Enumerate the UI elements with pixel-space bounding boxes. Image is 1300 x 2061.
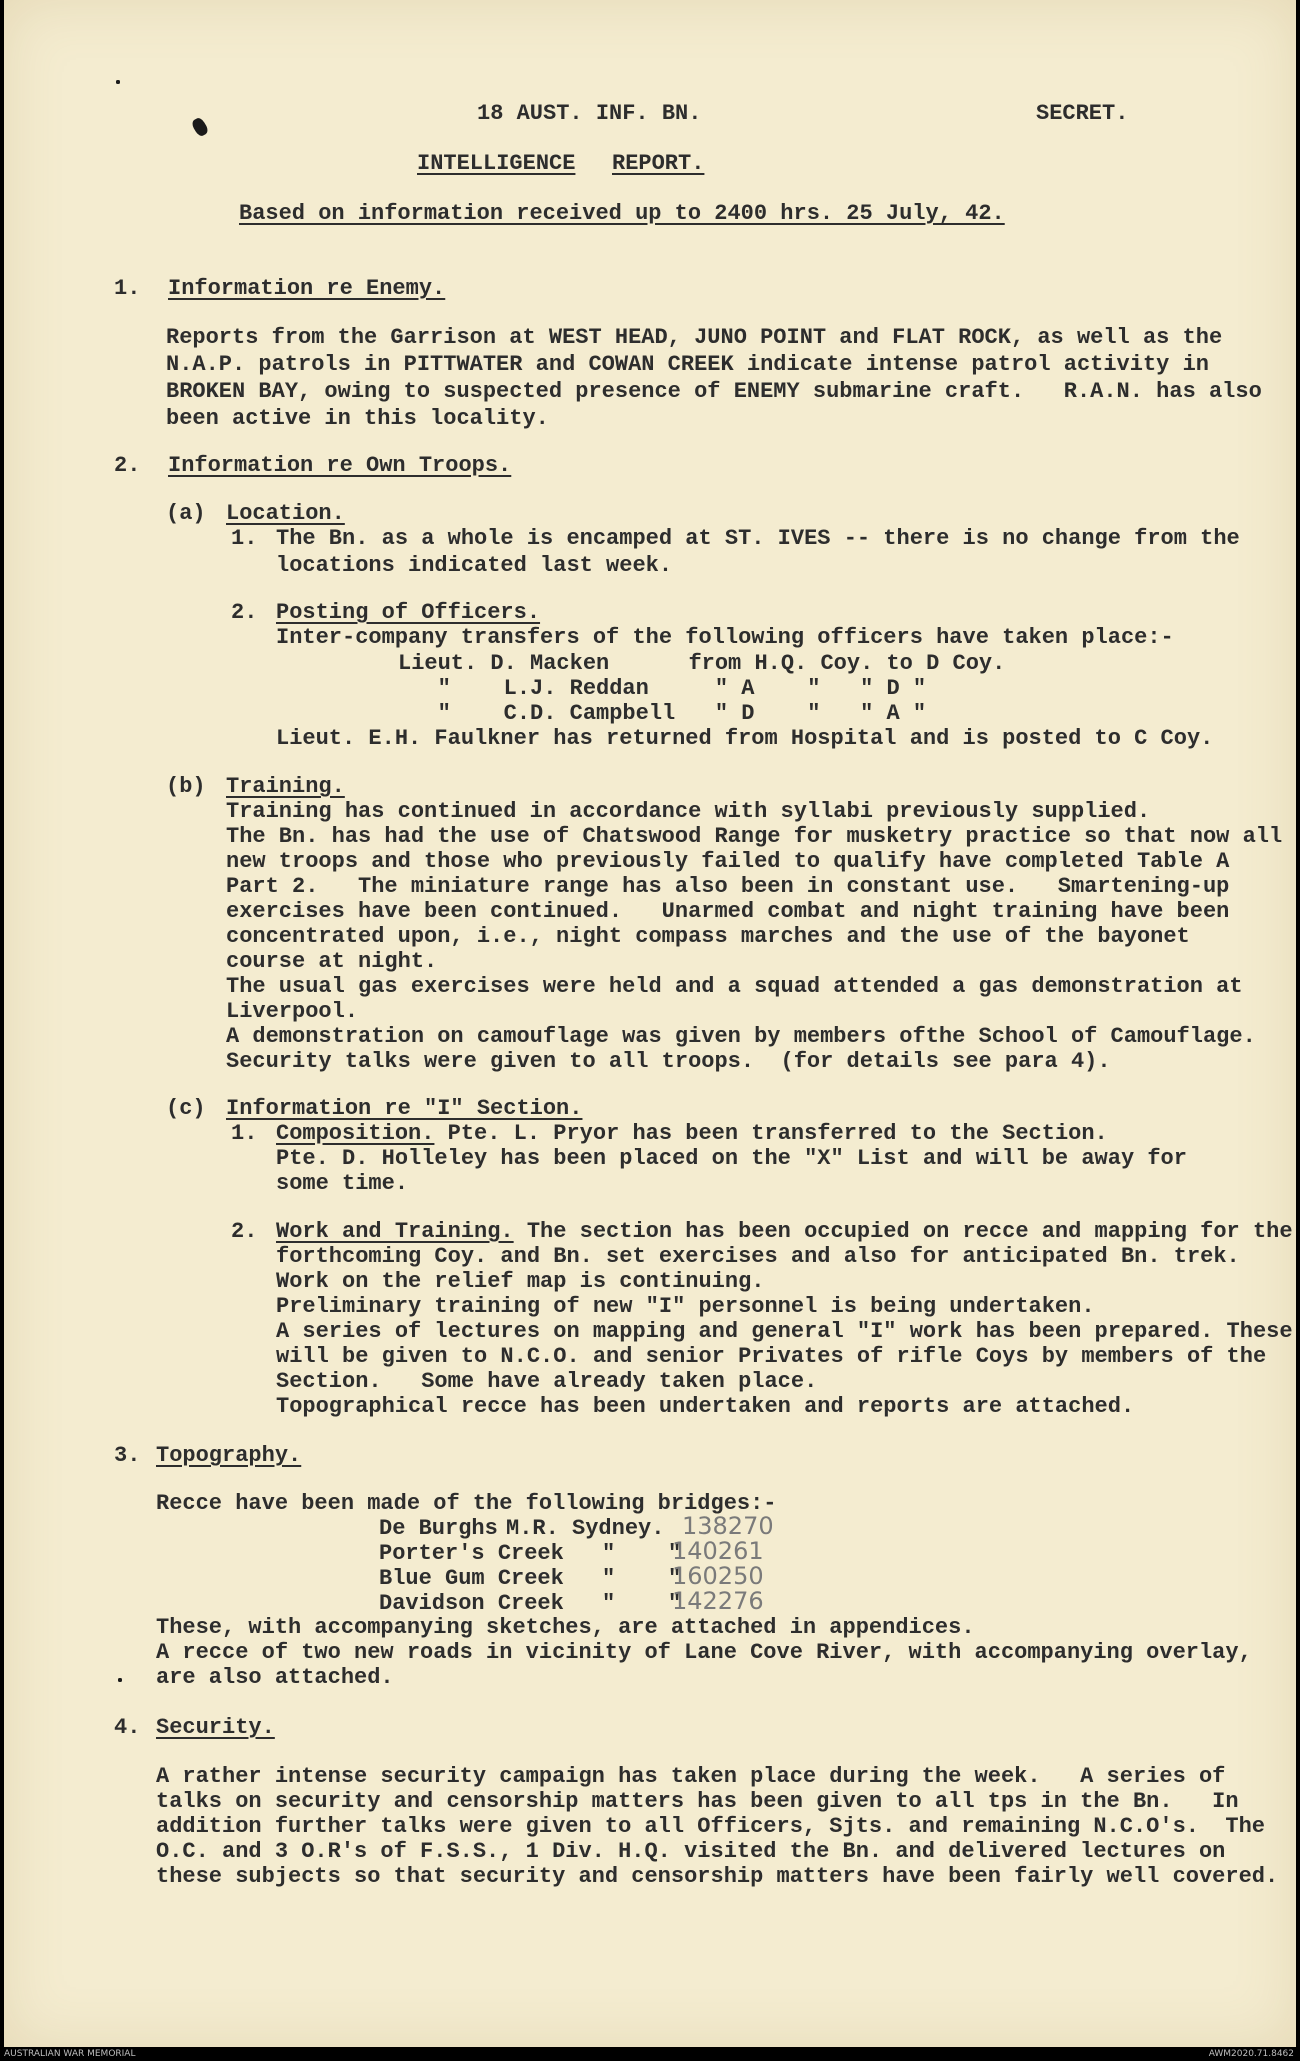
paragraph-line: exercises have been continued. Unarmed combat and night training have been — [226, 899, 1230, 924]
bridge-name: De Burghs — [379, 1516, 498, 1541]
paragraph-line: A rather intense security campaign has taken place during the week. A series of — [156, 1764, 1226, 1789]
paragraph-text: The section has been occupied on recce and mapping for the — [513, 1219, 1293, 1244]
paragraph-line: Part 2. The miniature range has also been in constant use. Smartening-up — [226, 874, 1230, 899]
item-number: 2. — [231, 1219, 258, 1244]
map-reference: " " — [602, 1566, 682, 1591]
paragraph-line: Reports from the Garrison at WEST HEAD, JUNO POINT and FLAT ROCK, as well as the — [166, 325, 1223, 350]
subsection-label: (a) — [166, 501, 206, 526]
paragraph-line: The usual gas exercises were held and a squad attended a gas demonstration at — [226, 974, 1243, 999]
paragraph-line: Recce have been made of the following bridges:- — [156, 1491, 777, 1516]
paragraph-line: Lieut. E.H. Faulkner has returned from Hospital and is posted to C Coy. — [276, 726, 1214, 751]
item-heading: Work and Training. — [276, 1219, 514, 1244]
bridge-name: Davidson Creek — [379, 1591, 564, 1616]
map-reference: " " — [602, 1541, 682, 1566]
archive-accession-number: AWM2020.71.8462 — [1208, 2049, 1294, 2059]
item-heading: Posting of Officers. — [276, 600, 541, 625]
paragraph-line: forthcoming Coy. and Bn. set exercises and also for anticipated Bn. trek. — [276, 1244, 1240, 1269]
paragraph-line: talks on security and censorship matters has been given to all tps in the Bn. In — [156, 1789, 1239, 1814]
composition-line — [276, 1120, 1108, 1147]
subsection-heading: Information re "I" Section. — [226, 1096, 583, 1121]
subsection-heading: Location. — [226, 501, 345, 526]
paragraph-line: Training has continued in accordance with syllabi previously supplied. — [226, 799, 1151, 824]
ink-blot — [190, 116, 209, 138]
paragraph-line: A demonstration on camouflage was given by members ofthe School of Camouflage. — [226, 1024, 1256, 1049]
paragraph-line: Section. Some have already taken place. — [276, 1369, 818, 1394]
paragraph-line: these subjects so that security and censorship matters have been fairly well covered. — [156, 1864, 1279, 1889]
paragraph-line: Liverpool. — [226, 999, 359, 1024]
bridge-name: Porter's Creek — [379, 1541, 564, 1566]
section-number: 4. — [114, 1715, 141, 1740]
paragraph-line: Work on the relief map is continuing. — [276, 1269, 765, 1294]
paragraph-line: Topographical recce has been undertaken and reports are attached. — [276, 1394, 1135, 1419]
ink-speck — [116, 80, 120, 84]
unit-name: 18 AUST. INF. BN. — [477, 101, 702, 126]
paragraph-line: some time. — [276, 1171, 409, 1196]
report-title-part-2: REPORT. — [612, 151, 705, 176]
paragraph-text: Pte. L. Pryor has been transferred to the Section. — [434, 1121, 1108, 1146]
paragraph-line: locations indicated last week. — [276, 553, 673, 578]
item-heading: Composition. — [276, 1121, 435, 1146]
map-reference: M.R. Sydney. — [506, 1516, 665, 1541]
paragraph-line: O.C. and 3 O.R's of F.S.S., 1 Div. H.Q. visited the Bn. and delivered lectures on — [156, 1839, 1226, 1864]
ink-speck — [118, 1678, 122, 1682]
paragraph-line: addition further talks were given to all Officers, Sjts. and remaining N.C.O's. The — [156, 1814, 1265, 1839]
section-heading: Information re Enemy. — [168, 276, 446, 301]
officer-transfer-row: Lieut. D. Macken from H.Q. Coy. to D Coy. — [398, 651, 1006, 676]
bridge-name: Blue Gum Creek — [379, 1566, 564, 1591]
subsection-label: (c) — [166, 1096, 206, 1121]
item-number: 2. — [231, 600, 258, 625]
report-title-part-1: INTELLIGENCE — [417, 151, 576, 176]
item-number: 1. — [231, 526, 258, 551]
document-page — [4, 0, 1296, 2047]
report-subtitle: Based on information received up to 2400 hrs. 25 July, 42. — [239, 201, 1005, 226]
grid-reference: 140261 — [672, 1537, 764, 1565]
classification-stamp: SECRET. — [1036, 101, 1129, 126]
section-heading: Information re Own Troops. — [168, 453, 512, 478]
map-reference: " " — [602, 1591, 682, 1616]
paragraph-line: The Bn. has had the use of Chatswood Range for musketry practice so that now all — [226, 824, 1283, 849]
paragraph-line: Preliminary training of new "I" personnel is being undertaken. — [276, 1294, 1095, 1319]
grid-reference: 138270 — [682, 1512, 774, 1540]
officer-transfer-row: " L.J. Reddan " A " " D " — [398, 676, 927, 701]
grid-reference: 160250 — [672, 1562, 764, 1590]
paragraph-line: concentrated upon, i.e., night compass marches and the use of the bayonet — [226, 924, 1190, 949]
paragraph-line: These, with accompanying sketches, are attached in appendices. — [156, 1615, 975, 1640]
officer-transfer-row: " C.D. Campbell " D " " A " — [398, 701, 927, 726]
paragraph-line: been active in this locality. — [166, 406, 549, 431]
section-heading: Topography. — [156, 1443, 302, 1468]
grid-reference: 142276 — [672, 1587, 764, 1615]
paragraph-line: A series of lectures on mapping and general "I" work has been prepared. These — [276, 1319, 1293, 1344]
paragraph-line: BROKEN BAY, owing to suspected presence of ENEMY submarine craft. R.A.N. has also — [166, 379, 1262, 404]
paragraph-line: course at night. — [226, 949, 438, 974]
paragraph-line: The Bn. as a whole is encamped at ST. IVES -- there is no change from the — [276, 526, 1240, 551]
paragraph-line: Security talks were given to all troops. (for details see para 4). — [226, 1049, 1111, 1074]
paragraph-line: will be given to N.C.O. and senior Privates of rifle Coys by members of the — [276, 1344, 1267, 1369]
section-heading: Security. — [156, 1715, 275, 1740]
paragraph-line: are also attached. — [156, 1665, 394, 1690]
work-training-line — [276, 1218, 1293, 1245]
subsection-label: (b) — [166, 774, 206, 799]
item-number: 1. — [231, 1121, 258, 1146]
paragraph-line: Inter-company transfers of the following officers have taken place:- — [276, 625, 1174, 650]
section-number: 1. — [114, 276, 141, 301]
paragraph-line: A recce of two new roads in vicinity of Lane Cove River, with accompanying overlay, — [156, 1640, 1252, 1665]
archive-credit: AUSTRALIAN WAR MEMORIAL — [4, 2049, 136, 2059]
section-number: 2. — [114, 453, 141, 478]
paragraph-line: Pte. D. Holleley has been placed on the "X" List and will be away for — [276, 1146, 1187, 1171]
paragraph-line: N.A.P. patrols in PITTWATER and COWAN CREEK indicate intense patrol activity in — [166, 352, 1209, 377]
paragraph-line: new troops and those who previously failed to qualify have completed Table A — [226, 849, 1230, 874]
subsection-heading: Training. — [226, 774, 345, 799]
section-number: 3. — [114, 1443, 141, 1468]
